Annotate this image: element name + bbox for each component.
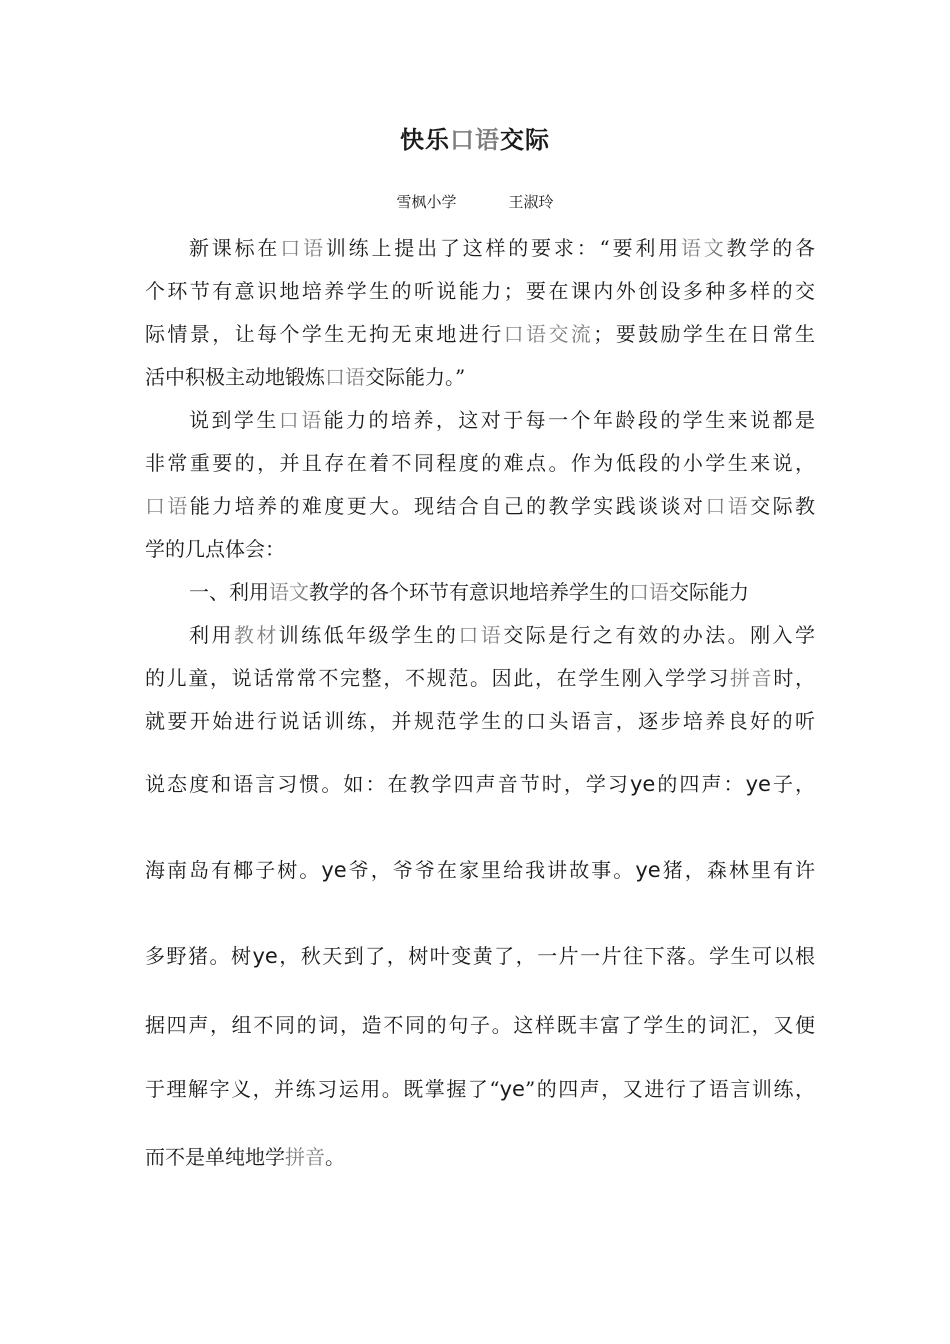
highlighted-term: 口语交流 [503, 322, 594, 346]
section-heading [145, 578, 815, 606]
text-run: 交际是行之有效的办法。刚入学 [503, 623, 816, 647]
highlighted-term: 拼音 [285, 1145, 325, 1169]
title-part-1: 快乐 [400, 126, 450, 154]
text-run: 非常重要的，并且存在着不同程度的难点。作为低段的小学生来说， [145, 451, 815, 475]
document-title [0, 120, 950, 155]
text-run: 据四声，组不同的词，造不同的句子。这样既丰富了学生的词汇，又便 [145, 1013, 815, 1037]
author-name: 王淑玲 [508, 193, 554, 211]
text-run: 能力培养的难度更大。现结合自己的教学实践谈谈对 [189, 494, 706, 518]
highlighted-term: 语文 [269, 580, 309, 604]
text-run: 际情景，让每个学生无拘无束地进行 [145, 322, 504, 346]
body-line [145, 770, 815, 798]
text-run: 说到学生 [189, 408, 279, 432]
latin-text: ye [635, 858, 661, 882]
body-line [145, 320, 815, 348]
highlighted-term: 口语 [629, 580, 669, 604]
text-run: 一、利用 [189, 580, 269, 604]
body-line [145, 664, 815, 692]
body-line [145, 234, 815, 262]
text-run: 交际教 [750, 494, 816, 518]
body-line [145, 942, 815, 970]
highlighted-term: 口语 [325, 365, 365, 389]
latin-text: ye [252, 944, 278, 968]
latin-text: ye [499, 1077, 525, 1101]
text-run: 子， [770, 772, 816, 796]
body-line [145, 1143, 815, 1171]
text-run: 学的几点体会： [145, 537, 285, 561]
text-run: 能力的培养，这对于每一个年龄段的学生来说都是 [323, 408, 816, 432]
highlighted-term: 口语 [280, 236, 326, 260]
latin-text: ye [321, 858, 347, 882]
highlighted-term: 拼音 [730, 666, 774, 690]
body-line [145, 492, 815, 520]
school-name: 雪枫小学 [396, 193, 457, 211]
body-line [145, 1011, 815, 1039]
latin-text: ye [629, 772, 656, 796]
text-run: 。 [325, 1145, 345, 1169]
text-run: 而不是单纯地学 [145, 1145, 285, 1169]
text-run: 海南岛有椰子树。 [145, 858, 322, 882]
body-line [145, 707, 815, 735]
body-line [145, 406, 815, 434]
title-part-3: 交际 [500, 126, 550, 154]
body-line [145, 621, 815, 649]
text-run: 个环节有意识地培养学生的听说能力；要在课内外创设多种多样的交 [145, 279, 815, 303]
body-line [145, 1075, 815, 1103]
highlighted-term: 教材 [233, 623, 279, 647]
body-line [145, 856, 815, 884]
text-run: 爷，爷爷在家里给我讲故事。 [346, 858, 636, 882]
text-run: 教学的各个环节有意识地培养学生的 [309, 580, 629, 604]
text-run: 利用 [189, 623, 234, 647]
text-run: 交际能力 [669, 580, 749, 604]
body-line [145, 277, 815, 305]
text-run: 训练上提出了这样的要求：“要利用 [325, 236, 681, 260]
text-run: 说态度和语言习惯。如：在教学四声音节时，学习 [145, 772, 630, 796]
text-run: ；要鼓励学生在日常生 [593, 322, 816, 346]
text-run: 教学的各 [726, 236, 816, 260]
text-run: 猪，森林里有许 [660, 858, 816, 882]
text-run: 就要开始进行说话训练，并规范学生的口头语言，逐步培养良好的听 [145, 709, 815, 733]
text-run: 的儿童，说话常常不完整，不规范。因此，在学生刚入学学习 [145, 666, 730, 690]
text-run: 时， [773, 666, 816, 690]
latin-text: ye [745, 772, 771, 796]
text-run: 于理解字义，并练习运用。既掌握了“ [145, 1077, 500, 1101]
highlighted-term: 口语 [458, 623, 504, 647]
highlighted-term: 口语 [705, 494, 751, 518]
highlighted-term: 口语 [278, 408, 324, 432]
text-run: ，秋天到了，树叶变黄了，一片一片往下落。学生可以根 [277, 944, 816, 968]
author-line [0, 191, 950, 212]
body-line [145, 363, 815, 391]
text-run: 交际能力。” [365, 365, 466, 389]
text-run: 多野猪。树 [145, 944, 253, 968]
body-line [145, 535, 815, 563]
body-line [145, 449, 815, 477]
text-run: ”的四声，又进行了语言训练， [524, 1077, 815, 1101]
text-run: 新课标在 [189, 236, 281, 260]
text-run: 训练低年级学生的 [278, 623, 459, 647]
highlighted-term: 口语 [145, 494, 190, 518]
text-run: 的四声： [655, 772, 746, 796]
title-part-2-highlighted: 口语 [450, 126, 500, 154]
highlighted-term: 语文 [680, 236, 727, 260]
text-run: 活中积极主动地锻炼 [145, 365, 325, 389]
